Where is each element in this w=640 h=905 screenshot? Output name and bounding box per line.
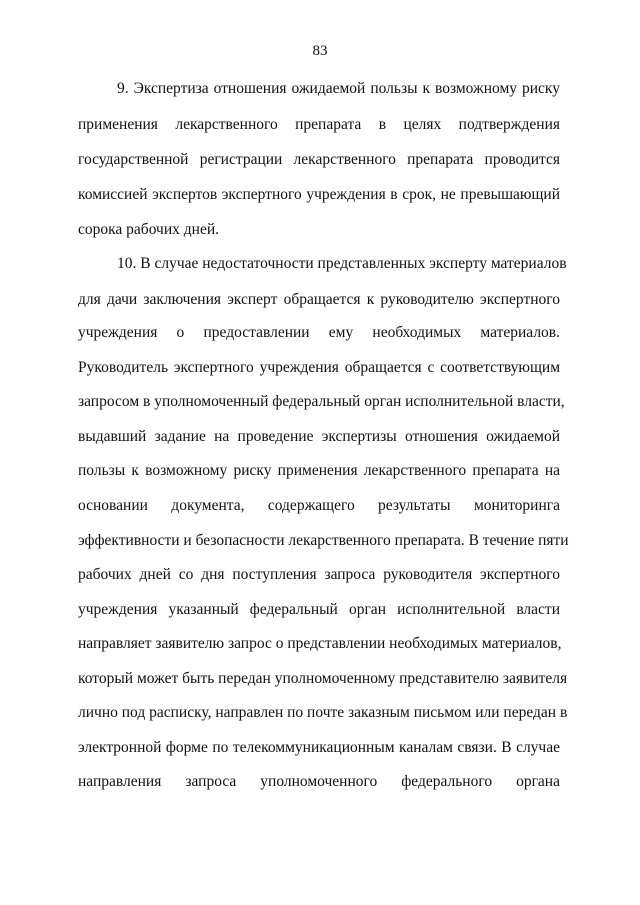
- paragraph-9-line-1: 9. Экспертиза отношения ожидаемой пользы к возможному риску: [117, 80, 560, 97]
- paragraph-9-line-4: комиссией экспертов экспертного учреждения в срок, не превышающий: [78, 186, 560, 203]
- paragraph-10-line-3: учреждения о предоставлении ему необходимых материалов.: [78, 324, 560, 341]
- paragraph-9-line-3: государственной регистрации лекарственного препарата проводится: [78, 151, 560, 168]
- paragraph-10-line-15: электронной форме по телекоммуникационным каналам связи. В случае: [78, 739, 560, 756]
- paragraph-10-line-9: эффективности и безопасности лекарственного препарата. В течение пяти: [78, 532, 569, 549]
- paragraph-10-line-14: лично под расписку, направлен по почте заказным письмом или передан в: [78, 704, 568, 721]
- paragraph-10-line-6: выдавший задание на проведение экспертизы отношения ожидаемой: [78, 428, 560, 445]
- paragraph-9-line-5: сорока рабочих дней.: [78, 221, 219, 238]
- paragraph-10-line-4: Руководитель экспертного учреждения обращается с соответствующим: [78, 359, 560, 376]
- paragraph-10-line-1: 10. В случае недостаточности представленных эксперту материалов: [117, 255, 567, 272]
- paragraph-10-line-8: основании документа, содержащего результаты мониторинга: [78, 497, 560, 514]
- paragraph-10-line-5: запросом в уполномоченный федеральный орган исполнительной власти,: [78, 393, 565, 410]
- paragraph-10-line-10: рабочих дней со дня поступления запроса руководителя экспертного: [78, 566, 560, 583]
- paragraph-10-line-2: для дачи заключения эксперт обращается к руководителю экспертного: [78, 291, 560, 308]
- paragraph-10-line-13: который может быть передан уполномоченному представителю заявителя: [78, 670, 568, 687]
- page-number: 83: [312, 43, 328, 59]
- paragraph-10-line-16: направления запроса уполномоченного федерального органа: [78, 773, 560, 790]
- paragraph-10-line-12: направляет заявителю запрос о представлении необходимых материалов,: [78, 635, 562, 652]
- paragraph-10-line-11: учреждения указанный федеральный орган исполнительной власти: [78, 601, 560, 618]
- paragraph-10-line-7: пользы к возможному риску применения лекарственного препарата на: [78, 462, 560, 479]
- paragraph-9-line-2: применения лекарственного препарата в целях подтверждения: [78, 116, 560, 133]
